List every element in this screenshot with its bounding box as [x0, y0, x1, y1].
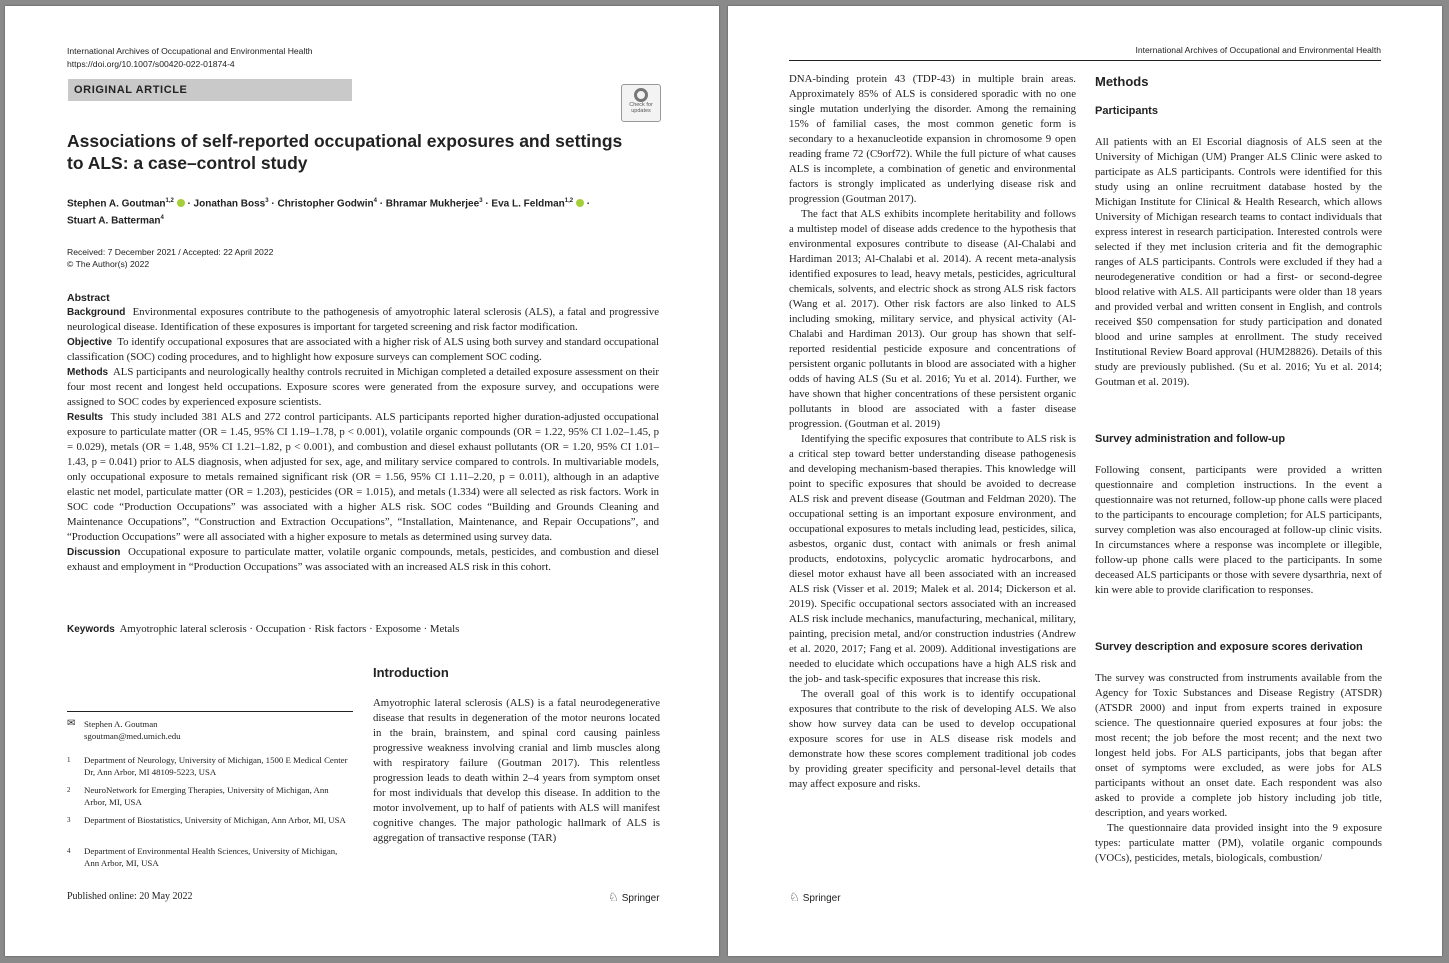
affiliation-text: Department of Biostatistics, University of Michigan, Ann Arbor, MI, USA	[84, 815, 346, 825]
author-list	[67, 194, 667, 229]
author-name[interactable]: Stephen A. Goutman	[67, 198, 166, 210]
author-affiliation: 4	[373, 198, 377, 204]
introduction-paragraph: Amyotrophic lateral sclerosis (ALS) is a fatal neurodegenerative disease that results in degeneration of the motor neurons located in the brain, brainstem, and spinal cord causing painless progressive weakness involving cranial and limb muscles along with respiratory failure (Goutman 2017). This relentless progression leads to death within 2–4 years from symptom onset for most individuals that develop this disease. In addition to the motor involvement, up to half of patients with ALS will manifest cognitive changes. The major pathologic hallmark of ALS is aggregation of transactive response (TAR)	[373, 697, 660, 844]
abstract-label: Results	[67, 412, 104, 423]
article-type-badge: ORIGINAL ARTICLE	[68, 79, 352, 101]
affiliation-text: NeuroNetwork for Emerging Therapies, University of Michigan, Ann Arbor, MI, USA	[84, 785, 329, 807]
corresponding-email[interactable]: sgoutman@med.umich.edu	[84, 731, 181, 741]
check-updates-label: Check for updates	[629, 102, 653, 114]
update-icon	[634, 88, 648, 102]
abstract	[67, 291, 659, 575]
abstract-text: This study included 381 ALS and 272 control participants. ALS participants reported higher duration-adjusted occupational exposure to particulate matter (OR = 1.45, 95% CI 1.19–1.78, p < 0.001), volatile organic compounds (OR = 1.22, 95% CI 1.02–1.45, p = 0.029), metals (OR = 1.48, 95% CI 1.21–1.82, p < 0.001), and combustion and diesel exhaust pollutants (OR = 1.20, 95% CI 1.01–1.43, p = 0.041) prior to ALS diagnosis, when adjusted for sex, age, and military service compared to controls. In multivariable models, only occupational exposure to metals remained significant risk (OR = 1.56, 95% CI 1.11–2.20, p = 0.011), although in an adaptive elastic net model, particulate matter (OR = 1.203), pesticides (OR = 1.015), and metals (1.334) were all selected as risk factors. Work in SOC code “Production Occupations” was associated with a higher ALS risk. SOC codes “Building and Grounds Cleaning and Maintenance Occupations”, “Construction and Extraction Occupations”, “Installation, Maintenance, and Repair Occupations”, and “Production Occupations” were all associated with a higher exposure to metals as determined using survey data.	[67, 411, 659, 543]
survey-administration-heading: Survey administration and follow-up	[1095, 433, 1286, 445]
abstract-section	[67, 410, 659, 545]
abstract-label: Objective	[67, 337, 113, 348]
affiliation-number: 4	[67, 847, 71, 855]
journal-name: International Archives of Occupational and Environmental Health	[67, 46, 313, 56]
introduction-column	[373, 696, 660, 846]
body-paragraph: Following consent, participants were provided a written questionnaire and completion instructions. In the event a questionnaire was not returned, follow-up phone calls were placed to the participants to encourage completion; for ALS participants, survey completion was also encouraged at follow-up clinic visits. In circumstances where a response was incomplete or illegible, follow-up phone calls were placed to the participants. In some deceased ALS participants or those with severe dysarthria, next of kin were able to provide clarification to responses.	[1095, 464, 1382, 596]
body-paragraph: The questionnaire data provided insight into the 9 exposure types: particulate matter (PM), volatile organic compounds (VOCs), pesticides, metals, biologicals, combustion/	[1095, 822, 1382, 864]
affiliation	[67, 754, 353, 778]
body-paragraph: All patients with an El Escorial diagnosis of ALS seen at the University of Michigan (UM) Pranger ALS Clinic were asked to participate as ALS participants. Controls were identified for this study using an online recruitment database hosted by the Michigan Institute for Clinical & Health Research, which allows University of Michigan research teams to contact individuals that express interest in research participation. Interested controls were selected if they met inclusion criteria and fit the demographic ranges of ALS participants. Controls were excluded if they had a neurodegenerative condition or had a first- or second-degree blood relative with ALS. All participants were older than 18 years and provided verbal and written consent in English, and controls received $50 compensation for study participation and donated blood and urine samples at enrollment. The study received Institutional Review Board approval (HUM28826). Details of this study are previously published. (Su et al. 2016; Yu et al. 2014; Goutman et al. 2019).	[1095, 136, 1382, 388]
body-paragraph: The fact that ALS exhibits incomplete heritability and follows a multistep model of disease adds credence to the hypothesis that environmental exposures contribute to disease (Al-Chalabi and Hardiman 2013; Al-Chalabi et al. 2014). A recent meta-analysis identified exposures to lead, heavy metals, pesticides, agricultural chemicals, solvents, and electric shock as strong ALS risk factors (Wang et al. 2017). Other risk factors are also linked to ALS including smoking, military service, and physical activity (Al-Chalabi and Hardiman 2013). Our group has shown that self-reported residential pesticide exposure and concentrations of persistent organic pollutants in blood are associated with a higher odds of having ALS (Su et al. 2016; Yu et al. 2014). Further, we have shown that higher concentrations of these persistent organic pollutants in blood are associated with a faster disease progression. (Goutman et al. 2019)	[789, 208, 1076, 430]
affiliation	[67, 814, 353, 826]
springer-horse-icon: ♘	[789, 890, 800, 904]
affiliation-number: 1	[67, 756, 71, 764]
abstract-section	[67, 335, 659, 365]
received-date: Received: 7 December 2021 / Accepted: 22 April 2022	[67, 247, 274, 257]
keywords-label: Keywords	[67, 624, 115, 635]
author-separator: ·	[586, 198, 591, 210]
copyright: © The Author(s) 2022	[67, 259, 150, 269]
header-divider	[789, 60, 1381, 61]
doi-link[interactable]: https://doi.org/10.1007/s00420-022-01874-4	[67, 59, 235, 69]
author-affiliation: 4	[160, 215, 164, 222]
corresponding-author	[67, 718, 353, 742]
left-column	[789, 72, 1076, 792]
orcid-icon[interactable]	[576, 199, 584, 207]
keywords-text: Amyotrophic lateral sclerosis · Occupation · Risk factors · Exposome · Metals	[119, 623, 460, 635]
abstract-section	[67, 365, 659, 410]
body-paragraph: The overall goal of this work is to identify occupational exposures that contribute to the risk of developing ALS. We also show how survey data can be used to develop occupational exposure scores for use in ALS disease risk models and demonstrate how these scores complement traditional job codes by providing greater specificity and personal-level details that may affect exposure and risks.	[789, 688, 1076, 790]
author-affiliation: 3	[479, 198, 483, 204]
abstract-label: Methods	[67, 367, 109, 378]
keywords	[67, 623, 659, 635]
author-name[interactable]: Stuart A. Batterman	[67, 215, 161, 227]
survey-description-section	[1095, 671, 1382, 866]
introduction-heading: Introduction	[373, 665, 449, 680]
affiliation	[67, 845, 353, 869]
page-1	[5, 6, 719, 956]
publisher-logo	[608, 890, 660, 904]
abstract-heading: Abstract	[67, 292, 110, 304]
survey-description-heading: Survey description and exposure scores derivation	[1095, 641, 1363, 653]
author-name[interactable]: · Eva L. Feldman	[485, 198, 565, 210]
abstract-text: Environmental exposures contribute to the pathogenesis of amyotrophic lateral sclerosis (ALS), a fatal and progressive neurological disease. Identification of these exposures is important for targeted screening and risk factor modification.	[67, 306, 659, 333]
affiliation-number: 3	[67, 816, 71, 824]
author-name[interactable]: · Christopher Godwin	[271, 198, 374, 210]
body-paragraph: DNA-binding protein 43 (TDP-43) in multiple brain areas. Approximately 85% of ALS is considered sporadic with no one single mutation underlying the disorder. Among the remaining 15% of familial cases, the most common genetic form is secondary to a hexanucleotide expansion in chromosome 9 open reading frame 72 (C9orf72). While the full picture of what causes ALS is incomplete, a combination of genetic and environmental factors is strongly implicated as underlying disease risk and progression (Goutman 2017).	[789, 73, 1076, 205]
abstract-text: Occupational exposure to particulate matter, volatile organic compounds, metals, pesticides, and combustion and diesel exhaust and employment in “Production Occupations” was associated with an increased ALS risk in this cohort.	[67, 546, 659, 573]
methods-heading: Methods	[1095, 74, 1149, 89]
abstract-text: ALS participants and neurologically healthy controls recruited in Michigan completed a detailed exposure assessment on their four most recent and longest held occupations. Exposure scores were generated from the exposure survey, and occupations were assigned to SOC codes by experienced exposure scientists.	[67, 366, 659, 408]
participants-section	[1095, 135, 1382, 390]
journal-name: International Archives of Occupational and Environmental Health	[1135, 45, 1381, 55]
springer-horse-icon: ♘	[608, 890, 619, 904]
abstract-label: Background	[67, 307, 126, 318]
author-affiliation: 3	[265, 198, 269, 204]
publisher-logo	[789, 890, 841, 904]
affiliation-number: 2	[67, 786, 71, 794]
published-date: Published online: 20 May 2022	[67, 891, 193, 902]
survey-administration-section	[1095, 463, 1382, 598]
affiliation	[67, 784, 353, 808]
envelope-icon: ✉	[67, 718, 76, 729]
author-affiliation: 1,2	[165, 198, 174, 204]
article-title: Associations of self-reported occupational exposures and settings to ALS: a case–control study	[67, 131, 623, 173]
author-affiliation: 1,2	[564, 198, 574, 204]
abstract-section	[67, 305, 659, 335]
abstract-label: Discussion	[67, 547, 121, 558]
article-dates	[67, 246, 273, 270]
footnote-divider	[67, 711, 353, 712]
check-for-updates-badge[interactable]	[621, 84, 661, 122]
body-paragraph: The survey was constructed from instruments available from the Agency for Toxic Substances and Disease Registry (ATSDR) (ATSDR 2000) and input from experts trained in exposure science. The questionnaire queried exposures at four jobs: the most recent; the job before the most recent; and the next two longest held jobs. For ALS participants, jobs that began after onset of symptoms were excluded, as were jobs for ALS participants without an onset date. Each respondent was also asked to provide a complete job history including job title, description, and years worked.	[1095, 672, 1382, 819]
page-2	[728, 6, 1442, 956]
affiliation-text: Department of Neurology, University of Michigan, 1500 E Medical Center Dr, Ann Arbor, MI 48109-5223, USA	[84, 755, 348, 777]
abstract-text: To identify occupational exposures that are associated with a higher risk of ALS using both survey and standard occupational classification (SOC) coding procedures, and to highlight how exposure surveys can complement SOC coding.	[67, 336, 659, 363]
author-name[interactable]: · Jonathan Boss	[187, 198, 266, 210]
participants-heading: Participants	[1095, 105, 1158, 117]
body-paragraph: Identifying the specific exposures that contribute to ALS risk is a critical step toward better understanding disease pathogenesis and developing mechanism-based therapies. This knowledge will point to specific exposures that should be avoided to decrease ALS risk and prevent disease (Goutman and Feldman 2020). The occupational setting is an important exposure environment, and occupational exposures to metals including lead, pesticides, silica, asbestos, organic dust, contact with animals or fresh animal products, endotoxins, polycyclic aromatic hydrocarbons, and diesel motor exhaust have all been associated with an increased ALS risk (Visser et al. 2019; Malek et al. 2014; Dickerson et al. 2019). Specific occupational sectors associated with an increased ALS risk include mechanics, manufacturing, mechanical, military, painting, precision metal, and/or construction industries (Andrew et al. 2020, 2017; Fang et al. 2009). Additional investigations are needed to elucidate which occupations have a high ALS risk and the job- and task-specific exposures that increase this risk.	[789, 433, 1076, 685]
abstract-section	[67, 545, 659, 575]
publisher-name: Springer	[621, 893, 660, 904]
author-name[interactable]: · Bhramar Mukherjee	[379, 198, 480, 210]
affiliation-text: Department of Environmental Health Sciences, University of Michigan, Ann Arbor, MI, USA	[84, 846, 338, 868]
orcid-icon[interactable]	[177, 199, 185, 207]
corresponding-name: Stephen A. Goutman	[84, 719, 158, 729]
publisher-name: Springer	[802, 893, 841, 904]
